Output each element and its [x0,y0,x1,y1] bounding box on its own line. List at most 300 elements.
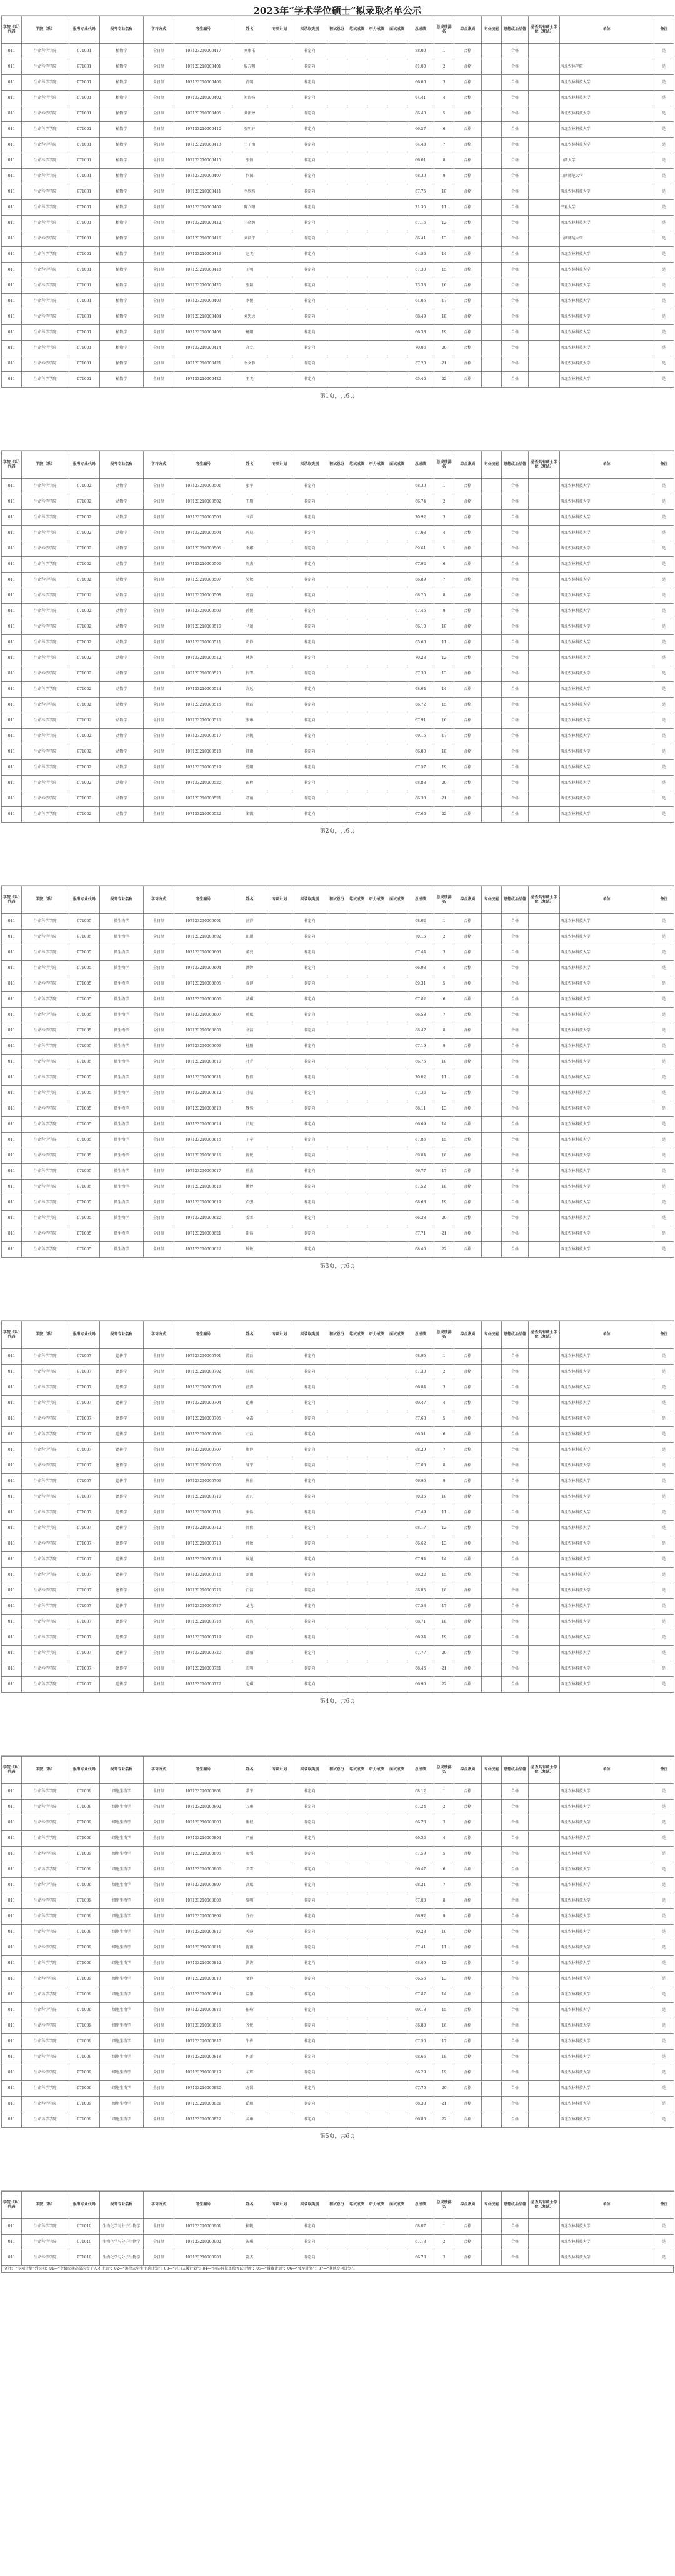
table-cell: 合格 [501,945,529,961]
table-cell: 20 [434,776,454,791]
table-cell [327,1055,347,1070]
table-cell: 西北农林科技大学 [559,1784,654,1800]
table-cell: 66.80 [407,2018,434,2034]
table-cell [367,1023,387,1039]
table-cell: 是 [654,200,674,216]
table-cell: 68.49 [407,309,434,325]
table-cell: 生命科学学院 [22,1133,69,1148]
table-cell [481,1380,501,1396]
table-cell: 微生物学 [99,1148,143,1164]
table-cell: 全日制 [143,2081,174,2097]
table-row [2,1133,674,1148]
table-cell [367,325,387,341]
table-cell: 全日制 [143,791,174,807]
table-cell [387,2250,407,2266]
column-header: 思想政治品德 [501,2192,529,2219]
table-cell: 生命科学学院 [22,1630,69,1646]
table-cell: 植物学 [99,247,143,263]
table-cell [481,1583,501,1599]
table-cell: 非定向 [292,200,327,216]
table-cell [267,573,292,588]
table-row [2,1427,674,1443]
table-cell [327,510,347,526]
table-cell: 68.04 [407,682,434,698]
table-cell: 是 [654,1646,674,1661]
table-cell: 071009 [69,1862,99,1878]
table-cell [387,372,407,388]
table-cell: 非定向 [292,153,327,169]
table-cell [367,309,387,325]
table-cell: 微生物学 [99,1055,143,1070]
table-cell: 4 [434,1396,454,1411]
table-cell: 011 [2,372,22,388]
table-cell: 是 [654,776,674,791]
table-cell [327,169,347,184]
table-cell: 071002 [69,666,99,682]
table-cell: 微生物学 [99,1008,143,1023]
table-cell: 67.30 [407,263,434,278]
table-cell: 合格 [454,1599,482,1615]
table-cell: 非定向 [292,1599,327,1615]
table-cell: 生命科学学院 [22,1226,69,1242]
table-row [2,1086,674,1101]
table-cell: 107123210000719 [174,1630,232,1646]
table-row [2,1490,674,1505]
table-cell [387,153,407,169]
table-cell: 非定向 [292,122,327,138]
table-cell: 刘思远 [232,309,267,325]
column-header: 学院（系）代码 [2,1321,22,1349]
table-cell: 67.50 [407,2034,434,2050]
table-cell: 西北农林科技大学 [559,1195,654,1211]
table-cell: 陈立阳 [232,200,267,216]
table-cell: 合格 [501,1862,529,1878]
table-cell [367,1133,387,1148]
table-cell: 谭磊 [232,1349,267,1365]
table-cell: 66.33 [407,791,434,807]
column-header: 初试总分 [327,2192,347,2219]
table-cell [327,713,347,729]
table-cell [267,91,292,106]
table-cell [529,122,559,138]
table-cell: 全日制 [143,666,174,682]
table-cell [347,106,367,122]
table-cell [347,1831,367,1847]
table-cell [267,961,292,976]
table-header-row [2,2192,674,2219]
table-cell [529,1956,559,1972]
table-cell [387,930,407,945]
table-cell: 69.36 [407,1831,434,1847]
table-cell: 合格 [454,1117,482,1133]
table-cell [327,914,347,930]
table-cell: 合格 [454,1458,482,1474]
table-cell: 3 [434,1815,454,1831]
table-cell: 田甜 [232,930,267,945]
table-cell [267,356,292,372]
table-cell: 18 [434,2050,454,2065]
table-cell [327,1893,347,1909]
table-cell: 西北农林科技大学 [559,1583,654,1599]
table-cell: 合格 [501,713,529,729]
table-cell: 是 [654,1443,674,1458]
table-cell [347,1677,367,1693]
table-cell: 非定向 [292,1909,327,1925]
table-cell [327,138,347,153]
table-cell: 011 [2,1800,22,1815]
table-cell: 64.41 [407,91,434,106]
table-cell [347,1039,367,1055]
table-cell: 王飞 [232,372,267,388]
table-cell [387,2065,407,2081]
table-cell: 何园 [232,169,267,184]
table-cell: 非定向 [292,1956,327,1972]
table-cell [367,1411,387,1427]
table-cell [367,2112,387,2128]
table-cell: 非定向 [292,992,327,1008]
table-row [2,961,674,976]
table-cell: 生命科学学院 [22,138,69,153]
table-row [2,1847,674,1862]
table-cell [367,1101,387,1117]
table-cell: 011 [2,1164,22,1180]
table-cell: 全日制 [143,294,174,309]
table-cell [327,75,347,91]
table-cell [267,1987,292,2003]
column-header: 报考专业名称 [99,1757,143,1784]
table-cell: 是 [654,153,674,169]
table-cell: 李文静 [232,356,267,372]
table-cell: 西北农林科技大学 [559,2050,654,2065]
table-cell: 合格 [501,2003,529,2018]
table-cell: 107123210000608 [174,1023,232,1039]
table-row [2,356,674,372]
table-cell: 动物学 [99,604,143,619]
table-cell: 全日制 [143,729,174,744]
table-cell [267,1800,292,1815]
table-cell: 68.71 [407,1615,434,1630]
table-cell: 生命科学学院 [22,1349,69,1365]
table-cell [529,44,559,59]
table-cell: 是 [654,169,674,184]
table-cell: 107123210000516 [174,713,232,729]
table-cell: 11 [434,200,454,216]
table-cell: 西北农林科技大学 [559,2018,654,2034]
table-cell: 107123210000817 [174,2034,232,2050]
table-cell: 全日制 [143,1039,174,1055]
table-cell [367,122,387,138]
table-cell [267,1646,292,1661]
table-cell: 11 [434,635,454,651]
table-row [2,1862,674,1878]
table-cell [267,2112,292,2128]
table-cell: 107123210000707 [174,1443,232,1458]
table-cell: 67.08 [407,1458,434,1474]
table-cell: 生命科学学院 [22,2018,69,2034]
column-header: 报考专业名称 [99,451,143,479]
table-cell: 66.92 [407,1909,434,1925]
table-cell [347,760,367,776]
table-cell: 合格 [501,1987,529,2003]
table-cell: 合格 [501,122,529,138]
table-cell [267,1458,292,1474]
column-header: 专项计划 [267,1321,292,1349]
table-cell: 1 [434,914,454,930]
table-cell: 107123210000612 [174,1086,232,1101]
table-cell: 全日制 [143,588,174,604]
table-cell: 遗传学 [99,1380,143,1396]
table-cell [267,294,292,309]
table-row [2,930,674,945]
table-cell: 遗传学 [99,1427,143,1443]
table-cell [327,1956,347,1972]
table-cell: 生命科学学院 [22,1117,69,1133]
column-header: 初试总分 [327,886,347,914]
table-cell: 107123210000717 [174,1599,232,1615]
column-header: 备注 [654,1757,674,1784]
table-cell: 071009 [69,1878,99,1893]
table-row [2,1148,674,1164]
table-cell: 微生物学 [99,961,143,976]
table-cell: 88.00 [407,44,434,59]
table-cell [529,1599,559,1615]
table-row [2,744,674,760]
table-row [2,1878,674,1893]
table-cell: 107123210000814 [174,1987,232,2003]
table-cell: 81.00 [407,59,434,75]
table-cell [327,1380,347,1396]
table-cell: 107123210000617 [174,1164,232,1180]
table-cell: 合格 [454,1008,482,1023]
table-cell [387,1552,407,1568]
table-cell: 是 [654,1490,674,1505]
table-cell [367,1646,387,1661]
table-cell: 非定向 [292,1661,327,1677]
table-cell: 全日制 [143,1117,174,1133]
table-cell [327,1226,347,1242]
table-cell: 69.22 [407,1568,434,1583]
table-cell: 非定向 [292,75,327,91]
table-cell: 龙飞 [232,1599,267,1615]
table-cell: 107123210000413 [174,138,232,153]
table-row [2,479,674,494]
table-cell: 107123210000702 [174,1365,232,1380]
table-cell: 西北农林科技大学 [559,479,654,494]
table-cell: 动物学 [99,729,143,744]
table-cell: 合格 [454,1909,482,1925]
table-cell: 107123210000807 [174,1878,232,1893]
table-cell: 李欣然 [232,184,267,200]
table-cell: 合格 [501,760,529,776]
table-cell [387,1411,407,1427]
table-cell: 非定向 [292,510,327,526]
table-cell: 合格 [454,1893,482,1909]
table-cell: 合格 [501,1815,529,1831]
table-cell: 是 [654,59,674,75]
column-header: 初试总分 [327,451,347,479]
table-cell: 遗传学 [99,1365,143,1380]
table-cell: 非定向 [292,1443,327,1458]
table-cell: 合格 [454,776,482,791]
table-cell: 107123210000804 [174,1831,232,1847]
table-cell: 郑浩 [232,588,267,604]
table-cell: 67.18 [407,2235,434,2250]
table-cell [367,1086,387,1101]
table-cell: 全日制 [143,776,174,791]
table-cell: 合格 [454,91,482,106]
table-cell: 细胞生物学 [99,1831,143,1847]
table-cell [367,992,387,1008]
table-cell: 动物学 [99,635,143,651]
table-cell: 非定向 [292,619,327,635]
table-cell [347,2018,367,2034]
table-cell [529,1893,559,1909]
table-cell [347,1396,367,1411]
column-header: 姓名 [232,1321,267,1349]
table-cell: 67.41 [407,1940,434,1956]
table-cell: 张宇 [232,479,267,494]
column-header: 听力成绩 [367,1321,387,1349]
table-cell: 70.23 [407,651,434,666]
table-cell: 011 [2,1815,22,1831]
table-cell: 67.49 [407,1505,434,1521]
table-cell [367,2034,387,2050]
column-header: 笔试成绩 [347,16,367,44]
table-cell: 071009 [69,2050,99,2065]
table-cell [529,1380,559,1396]
table-cell: 合格 [454,744,482,760]
table-cell: 蒋斌 [232,1008,267,1023]
table-cell: 是 [654,2003,674,2018]
column-header: 报考专业代码 [69,886,99,914]
table-cell: 66.51 [407,1427,434,1443]
table-cell [481,526,501,541]
table-row [2,2235,674,2250]
table-cell: 孟凡 [232,1490,267,1505]
table-cell: 107123210000522 [174,807,232,823]
table-cell: 合格 [454,930,482,945]
table-cell [387,807,407,823]
table-cell [347,1117,367,1133]
table-cell [347,1599,367,1615]
table-cell [367,356,387,372]
table-cell: 非定向 [292,1800,327,1815]
table-cell: 是 [654,1909,674,1925]
table-cell: 1 [434,1349,454,1365]
table-row [2,713,674,729]
table-cell: 071007 [69,1365,99,1380]
table-cell [481,1490,501,1505]
table-cell: 植物学 [99,138,143,153]
table-cell: 动物学 [99,651,143,666]
table-cell: 011 [2,1862,22,1878]
table-cell: 非定向 [292,776,327,791]
table-cell: 生命科学学院 [22,961,69,976]
table-cell [367,651,387,666]
table-cell: 071002 [69,573,99,588]
table-cell: 生命科学学院 [22,1987,69,2003]
table-cell [529,263,559,278]
table-cell: 康健 [232,1815,267,1831]
table-cell: 非定向 [292,2050,327,2065]
table-cell: 全日制 [143,2112,174,2128]
table-cell [387,914,407,930]
table-cell [367,1925,387,1940]
table-cell: 107123210000709 [174,1474,232,1490]
table-cell: 071007 [69,1661,99,1677]
table-cell: 071001 [69,184,99,200]
table-cell [529,1536,559,1552]
column-header: 报考专业名称 [99,2192,143,2219]
table-cell: 107123210000402 [174,91,232,106]
table-row [2,526,674,541]
table-cell [481,914,501,930]
table-cell [529,1443,559,1458]
table-cell [327,1661,347,1677]
table-cell [367,1474,387,1490]
table-cell: 是 [654,573,674,588]
page-number: 第1页，共6页 [319,393,356,399]
table-cell [347,169,367,184]
table-cell: 植物学 [99,169,143,184]
table-cell [367,1117,387,1133]
table-cell [481,1536,501,1552]
table-cell [529,2219,559,2235]
table-cell: 合格 [501,510,529,526]
table-cell: 68.02 [407,914,434,930]
table-cell: 合格 [501,588,529,604]
column-header: 单位 [559,1757,654,1784]
table-cell: 全日制 [143,106,174,122]
table-cell: 合格 [454,588,482,604]
table-cell: 全日制 [143,1226,174,1242]
table-cell: 万琳 [232,1800,267,1815]
table-cell: 全日制 [143,1396,174,1411]
table-row [2,153,674,169]
table-cell: 107123210000703 [174,1380,232,1396]
table-cell [481,1815,501,1831]
table-cell: 071009 [69,1847,99,1862]
table-cell: 西北农林科技大学 [559,1972,654,1987]
table-cell [367,263,387,278]
table-cell: 071009 [69,2003,99,2018]
table-cell: 植物学 [99,184,143,200]
table-row [2,1055,674,1070]
table-cell: 植物学 [99,356,143,372]
table-cell [529,1909,559,1925]
table-cell [327,1349,347,1365]
table-cell: 是 [654,760,674,776]
table-cell: 生命科学学院 [22,44,69,59]
table-cell [367,1427,387,1443]
table-cell: 107123210000801 [174,1784,232,1800]
table-cell [529,914,559,930]
table-cell: 动物学 [99,713,143,729]
table-cell: 合格 [501,1909,529,1925]
table-cell: 细胞生物学 [99,1815,143,1831]
table-cell [481,557,501,573]
table-cell: 生命科学学院 [22,1583,69,1599]
table-cell: 16 [434,1583,454,1599]
table-cell: 生命科学学院 [22,169,69,184]
table-cell: 细胞生物学 [99,2112,143,2128]
table-cell: 动物学 [99,588,143,604]
table-cell [267,59,292,75]
table-cell [387,760,407,776]
table-cell [529,1987,559,2003]
table-cell: 68.88 [407,776,434,791]
table-cell [327,479,347,494]
